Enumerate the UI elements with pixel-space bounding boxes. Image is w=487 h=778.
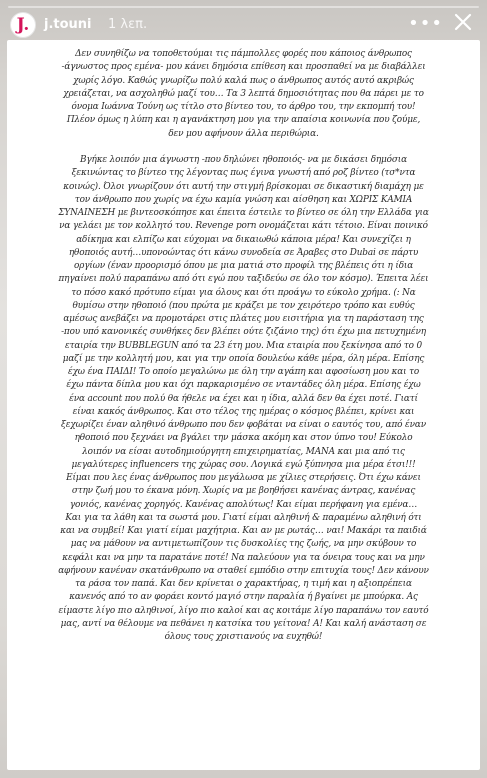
story-header [0, 0, 487, 44]
story-text: Δεν συνηθίζω να τοποθετούμαι τις πάμπολλες φορές που κάποιος άνθρωπος -άγνωστος προς εμένα- μου κάνει δημόσια επίθεση και προσπαθεί να με διαβάλλει χωρίς λόγο. Καθώς γνωρίζω πολύ καλά πως ο άνθρωπος αυτός αυτό ακριβώς χρειάζεται, να ασχοληθώ μαζί του… Τα 3 λεπτά δημοσιότητας που θα πάρει με το όνομα Ιωάννα Τούνη ως τίτλο στο βίντεο του, το άρθρο του, την εκπομπή του! Πλέον όμως η λύπη και η αγανάκτηση μου για την απαίσια κοινωνία που ζούμε, δεν μου αφήνουν άλλα περιθώρια. Βγήκε λοιπόν μια άγνωστη -που δηλώνει ηθοποιός- να με δικάσει δημόσια ξεκινώντας το βίντεο της λέγοντας πως έγινα γνωστή από ροζ βίντεο (τσ*ντα κοινώς). Όλοι γνωρίζουν ότι αυτή την στιγμή βρίσκομαι σε δικαστική διαμάχη με τον άνθρωπο που χωρίς να έχω καμία γνώση και αίσθηση και ΧΩΡΙΣ ΚΑΜΙΑ ΣΥΝΑΙΝΕΣΗ με βιντεοσκόπησε και έπειτα έστειλε το βίντεο σε όλη την Ελλάδα για να γελάει με τον κολλητό του. Revenge porn ονομάζεται κάτι τέτοιο. Είναι ποινικό αδίκημα και ελπίζω και εύχομαι να δικαιωθώ κάποια μέρα! Και συνεχίζει η ηθοποιός αυτή…υπονοώντας ότι κάνω συνοδεία σε Άραβες στο Dubai σε πάρτυ οργίων (έναν προορισμό όπου με μια ματιά στο προφίλ της βλέπεις ότι η ίδια πηγαίνει πολύ παραπάνω από ότι εγώ που ταξιδεύω σε όλο τον κόσμο). Έπειτα λέει το πόσο κακό πρότυπο είμαι για όλους και ότι προάγω το εύκολο χρήμα. (: Να θυμίσω στην ηθοποιό (που πρώτα με κράζει με τον χειρότερο τρόπο και ευθύς αμέσως ανεβάζει να προμοτάρει στις πλάτες μου εισιτήρια για τη παράσταση της -που υπό κανονικές συνθήκες δεν βλέπει ούτε ζιζάνιο της) ότι έχω μια πετυχημένη εταιρία την BUBBLEGUN από τα 23 έτη μου. Μια εταιρία που ξεκίνησα από το 0 μαζί με την κολλητή μου, και για την οποία δουλεύω κάθε μέρα, όλη μέρα. Επίσης έχω ένα ΠΑΙΔΙ! Το οποίο μεγαλώνω με όλη την αγάπη και αφοσίωση μου και το έχω πάντα δίπλα μου και όχι παρκαρισμένο σε νταντάδες όλη μέρα. Επίσης έχω ένα account που πολύ θα ήθελε να έχει και η ίδια, αλλά δεν θα έχει ποτέ. Γιατί είναι κακός άνθρωπος. Και στο τέλος της ημέρας ο κόσμος βλέπει, κρίνει και ξεχωρίζει έναν αληθινό άνθρωπο που δεν φοβάται να είναι ο εαυτός του, από έναν ηθοποιό που ξεχνάει να βγάλει την μάσκα ακόμη και στον ύπνο του! Εύκολο λοιπόν να είσαι αυτοδημιούργητη επιχειρηματίας, ΜΑΝΑ και μια από τις μεγαλύτερες influencers της χώρας σου. Λογικά εγώ ξύπνησα μια μέρα έτσι!!! Είμαι που λες ένας άνθρωπος που μεγάλωσα με χίλιες στερήσεις. Ότι έχω κάνει στην ζωή μου το έκανα μόνη. Χωρίς να με βοηθήσει κανένας άντρας, κανένας γονιός, κανένας χορηγός. Κανένας απολύτως! Και είμαι περήφανη για εμένα… Και για τα λάθη και τα σωστά μου. Γιατί είμαι αληθινή & παραμένω αληθινή ότι και να συμβεί! Και γιατί είμαι μαχήτρια. Και αν με ρωτάς… ναι! Μακάρι τα παιδιά μας να μάθουν να αντιμετωπίζουν τις δυσκολίες της ζωής, να μην σκύβουν το κεφάλι και να μην τα παρατάνε ποτέ! Να παλεύουν για τα όνειρα τους και να μην αφήνουν κανέναν σκατάνθρωπο να σταθεί εμπόδιο στην επιτυχία τους! Δεν κάνουν τα ράσα τον παπά. Και δεν κρίνεται ο χαρακτήρας, η τιμή και η αξιοπρέπεια κανενός από το αν φοράει κοντό μαγιό στην παραλία ή βγαίνει με μπούρκα. Ας είμαστε λίγο πιο αληθινοί, λίγο πιο καλοί και ας κοιτάμε λίγο παραπάνω τον εαυτό μας, αντί να θέλουμε να πεθάνει η κατσίκα του γείτονα! Α! Και καλή ανάσταση σε όλους τους χριστιανούς να ευχηθώ! [58, 49, 429, 642]
close-icon[interactable] [451, 10, 475, 34]
avatar-letter: J. [16, 14, 30, 35]
avatar[interactable] [10, 12, 36, 38]
story-progress-bar [8, 6, 479, 8]
post-time: 1 λεπ. [108, 17, 148, 32]
more-horizontal-icon[interactable]: ••• [408, 13, 443, 34]
username[interactable]: j.touni [44, 17, 92, 32]
